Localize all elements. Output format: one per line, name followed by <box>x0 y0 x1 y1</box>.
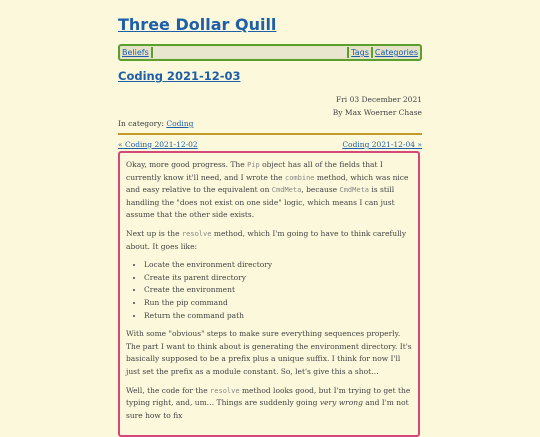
post-author: By Max Woerner Chase <box>332 108 422 117</box>
post-category <box>118 119 193 128</box>
previous-post-link[interactable]: « Coding 2021-12-02 <box>118 140 198 149</box>
text: object has all of the fields that I currently know it'll need, and I wrote the <box>126 160 383 182</box>
paragraph <box>126 385 412 423</box>
paragraph <box>126 228 412 253</box>
inline-code: CmdMeta <box>271 186 302 195</box>
post-title-link[interactable]: Coding 2021-12-03 <box>118 69 241 83</box>
inline-code: CmdMeta <box>339 186 370 195</box>
list-item: • Locate the environment directory <box>144 259 412 272</box>
inline-code: combine <box>285 173 315 182</box>
nav-tags-link[interactable]: Tags <box>351 48 369 57</box>
site-title-link[interactable]: Three Dollar Quill <box>118 15 277 34</box>
next-post-link[interactable]: Coding 2021-12-04 » <box>342 140 422 149</box>
inline-code: resolve <box>181 229 212 238</box>
inline-code: resolve <box>210 386 240 395</box>
text: and I'm not sure how to fix <box>126 398 409 420</box>
text: , because <box>301 185 340 195</box>
emphasis: very wrong <box>319 398 363 408</box>
inline-code: Pip <box>247 161 260 169</box>
divider-rule <box>118 133 422 135</box>
post-date: Fri 03 December 2021 <box>336 95 422 104</box>
text: method, which I'm going to have to think carefully about. It goes like: <box>126 228 407 251</box>
text: Next up is the <box>126 228 182 238</box>
text: method, which was nice and easy relative to the equivalent on <box>126 172 409 195</box>
post-content <box>118 151 420 437</box>
top-navigation-bar <box>118 44 422 61</box>
nav-spacer <box>153 47 347 58</box>
category-link[interactable]: Coding <box>166 119 194 128</box>
list-item: • Create its parent directory <box>144 272 412 285</box>
steps-list <box>126 259 412 322</box>
text: is still handling the "does not exist on one side" logic, which means I can just assume that the other side exists. <box>126 185 395 220</box>
category-label: In category: <box>118 119 164 128</box>
list-item: • Run the pip command <box>144 297 412 310</box>
text: Okay, more good progress. The <box>126 160 248 169</box>
paragraph: With some "obvious" steps to make sure everything sequences properly. The part I want to think about is generating the environment directory. It's basically supposed to be a prefix plus a unique suffix. I think for now I'll just set the prefix as a module constant. So, let's give this a shot… <box>126 329 412 376</box>
text: method looks good, but I'm trying to get the typing right, and, um… Things are suddenly going <box>126 385 411 408</box>
paragraph <box>126 159 412 222</box>
nav-categories-link[interactable]: Categories <box>374 48 418 57</box>
text: Well, the code for the <box>126 385 211 395</box>
nav-beliefs-link[interactable]: Beliefs <box>122 48 149 57</box>
list-item: • Create the environment <box>144 284 412 297</box>
list-item: • Return the command path <box>144 310 412 323</box>
